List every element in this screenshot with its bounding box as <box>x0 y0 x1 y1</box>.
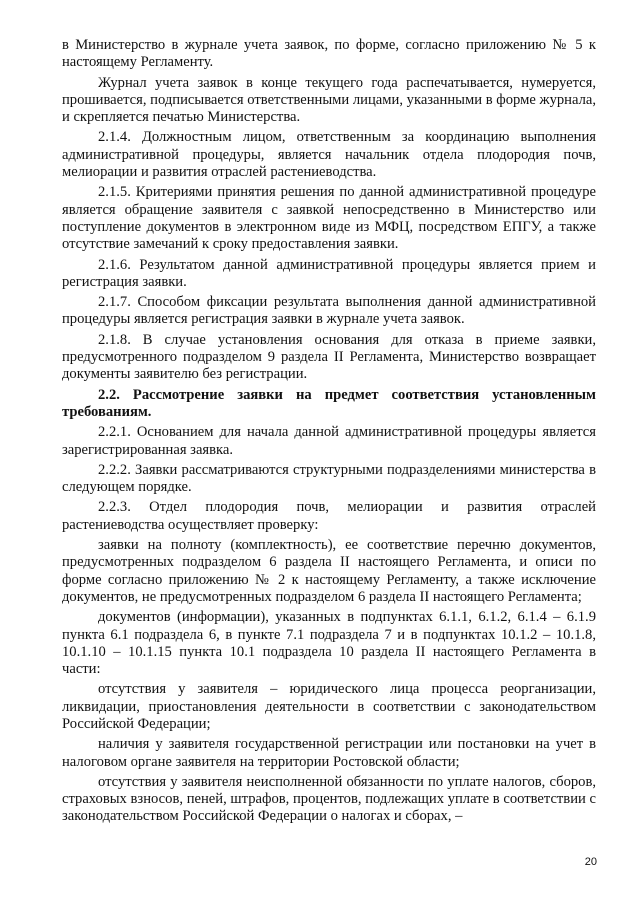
paragraph-2-1-7: 2.1.7. Способом фиксации результата выполнения данной административной процедуры является регистрация заявки в журнале учета заявок. <box>62 294 596 328</box>
paragraph-check-documents: документов (информации), указанных в подпунктах 6.1.1, 6.1.2, 6.1.4 – 6.1.9 пункта 6.1 подраздела 6, в пункте 7.1 подраздела 7 и в подпунктах 10.1.2 – 10.1.8, 10.1.10 – 10.1.15 пункта 10.1 подраздела 10 раздела II настоящего Регламента в части: <box>62 609 596 678</box>
paragraph-no-reorganization: отсутствия у заявителя – юридического лица процесса реорганизации, ликвидации, приостановления деятельности в соответствии с законодательством Российской Федерации; <box>62 681 596 732</box>
paragraph-journal: Журнал учета заявок в конце текущего года распечатывается, нумеруется, прошивается, подписывается ответственными лицами, указанными в форме журнала, и скрепляется печатью Министерства. <box>62 74 596 126</box>
paragraph-2-1-8: 2.1.8. В случае установления основания для отказа в приеме заявки, предусмотренного подразделом 9 раздела II Регламента, Министерство возвращает документы заявителю без регистрации. <box>62 331 596 383</box>
paragraph-continuation: в Министерство в журнале учета заявок, по форме, согласно приложению № 5 к настоящему Регламенту. <box>62 37 596 71</box>
paragraph-2-1-4: 2.1.4. Должностным лицом, ответственным за координацию выполнения административной процедуры, является начальник отдела плодородия почв, мелиорации и развития отраслей растениеводства. <box>62 129 596 181</box>
page-number: 20 <box>584 856 597 868</box>
paragraph-tax-obligations: отсутствия у заявителя неисполненной обязанности по уплате налогов, сборов, страховых взносов, пеней, штрафов, процентов, подлежащих уплате в соответствии с законодательством Российской Федерации о налогах и сборах, – <box>62 773 596 825</box>
section-heading-2-2: 2.2. Рассмотрение заявки на предмет соответствия установленным требованиям. <box>62 386 596 420</box>
paragraph-2-2-1: 2.2.1. Основанием для начала данной административной процедуры является зарегистрированная заявка. <box>62 424 596 458</box>
paragraph-2-1-5: 2.1.5. Критериями принятия решения по данной административной процедуре является обращение заявителя с заявкой непосредственно в Министерство или поступление документов в электронном виде из МФЦ, посредством ЕПГУ, а также отсутствие замечаний к сроку предоставления заявки. <box>62 184 596 253</box>
document-page <box>62 37 596 826</box>
paragraph-2-2-3: 2.2.3. Отдел плодородия почв, мелиорации и развития отраслей растениеводства осуществляет проверку: <box>62 499 596 533</box>
paragraph-tax-registration: наличия у заявителя государственной регистрации или постановки на учет в налоговом органе заявителя на территории Ростовской области; <box>62 736 596 770</box>
paragraph-check-completeness: заявки на полноту (комплектность), ее соответствие перечню документов, предусмотренных подразделом 6 раздела II настоящего Регламента, и описи по форме согласно приложению № 2 к настоящему Регламенту, а также исключение документов, не предусмотренных подразделом 6 раздела II настоящего Регламента; <box>62 537 596 605</box>
paragraph-2-1-6: 2.1.6. Результатом данной административной процедуры является прием и регистрация заявки. <box>62 256 596 290</box>
paragraph-2-2-2: 2.2.2. Заявки рассматриваются структурными подразделениями министерства в следующем порядке. <box>62 461 596 496</box>
